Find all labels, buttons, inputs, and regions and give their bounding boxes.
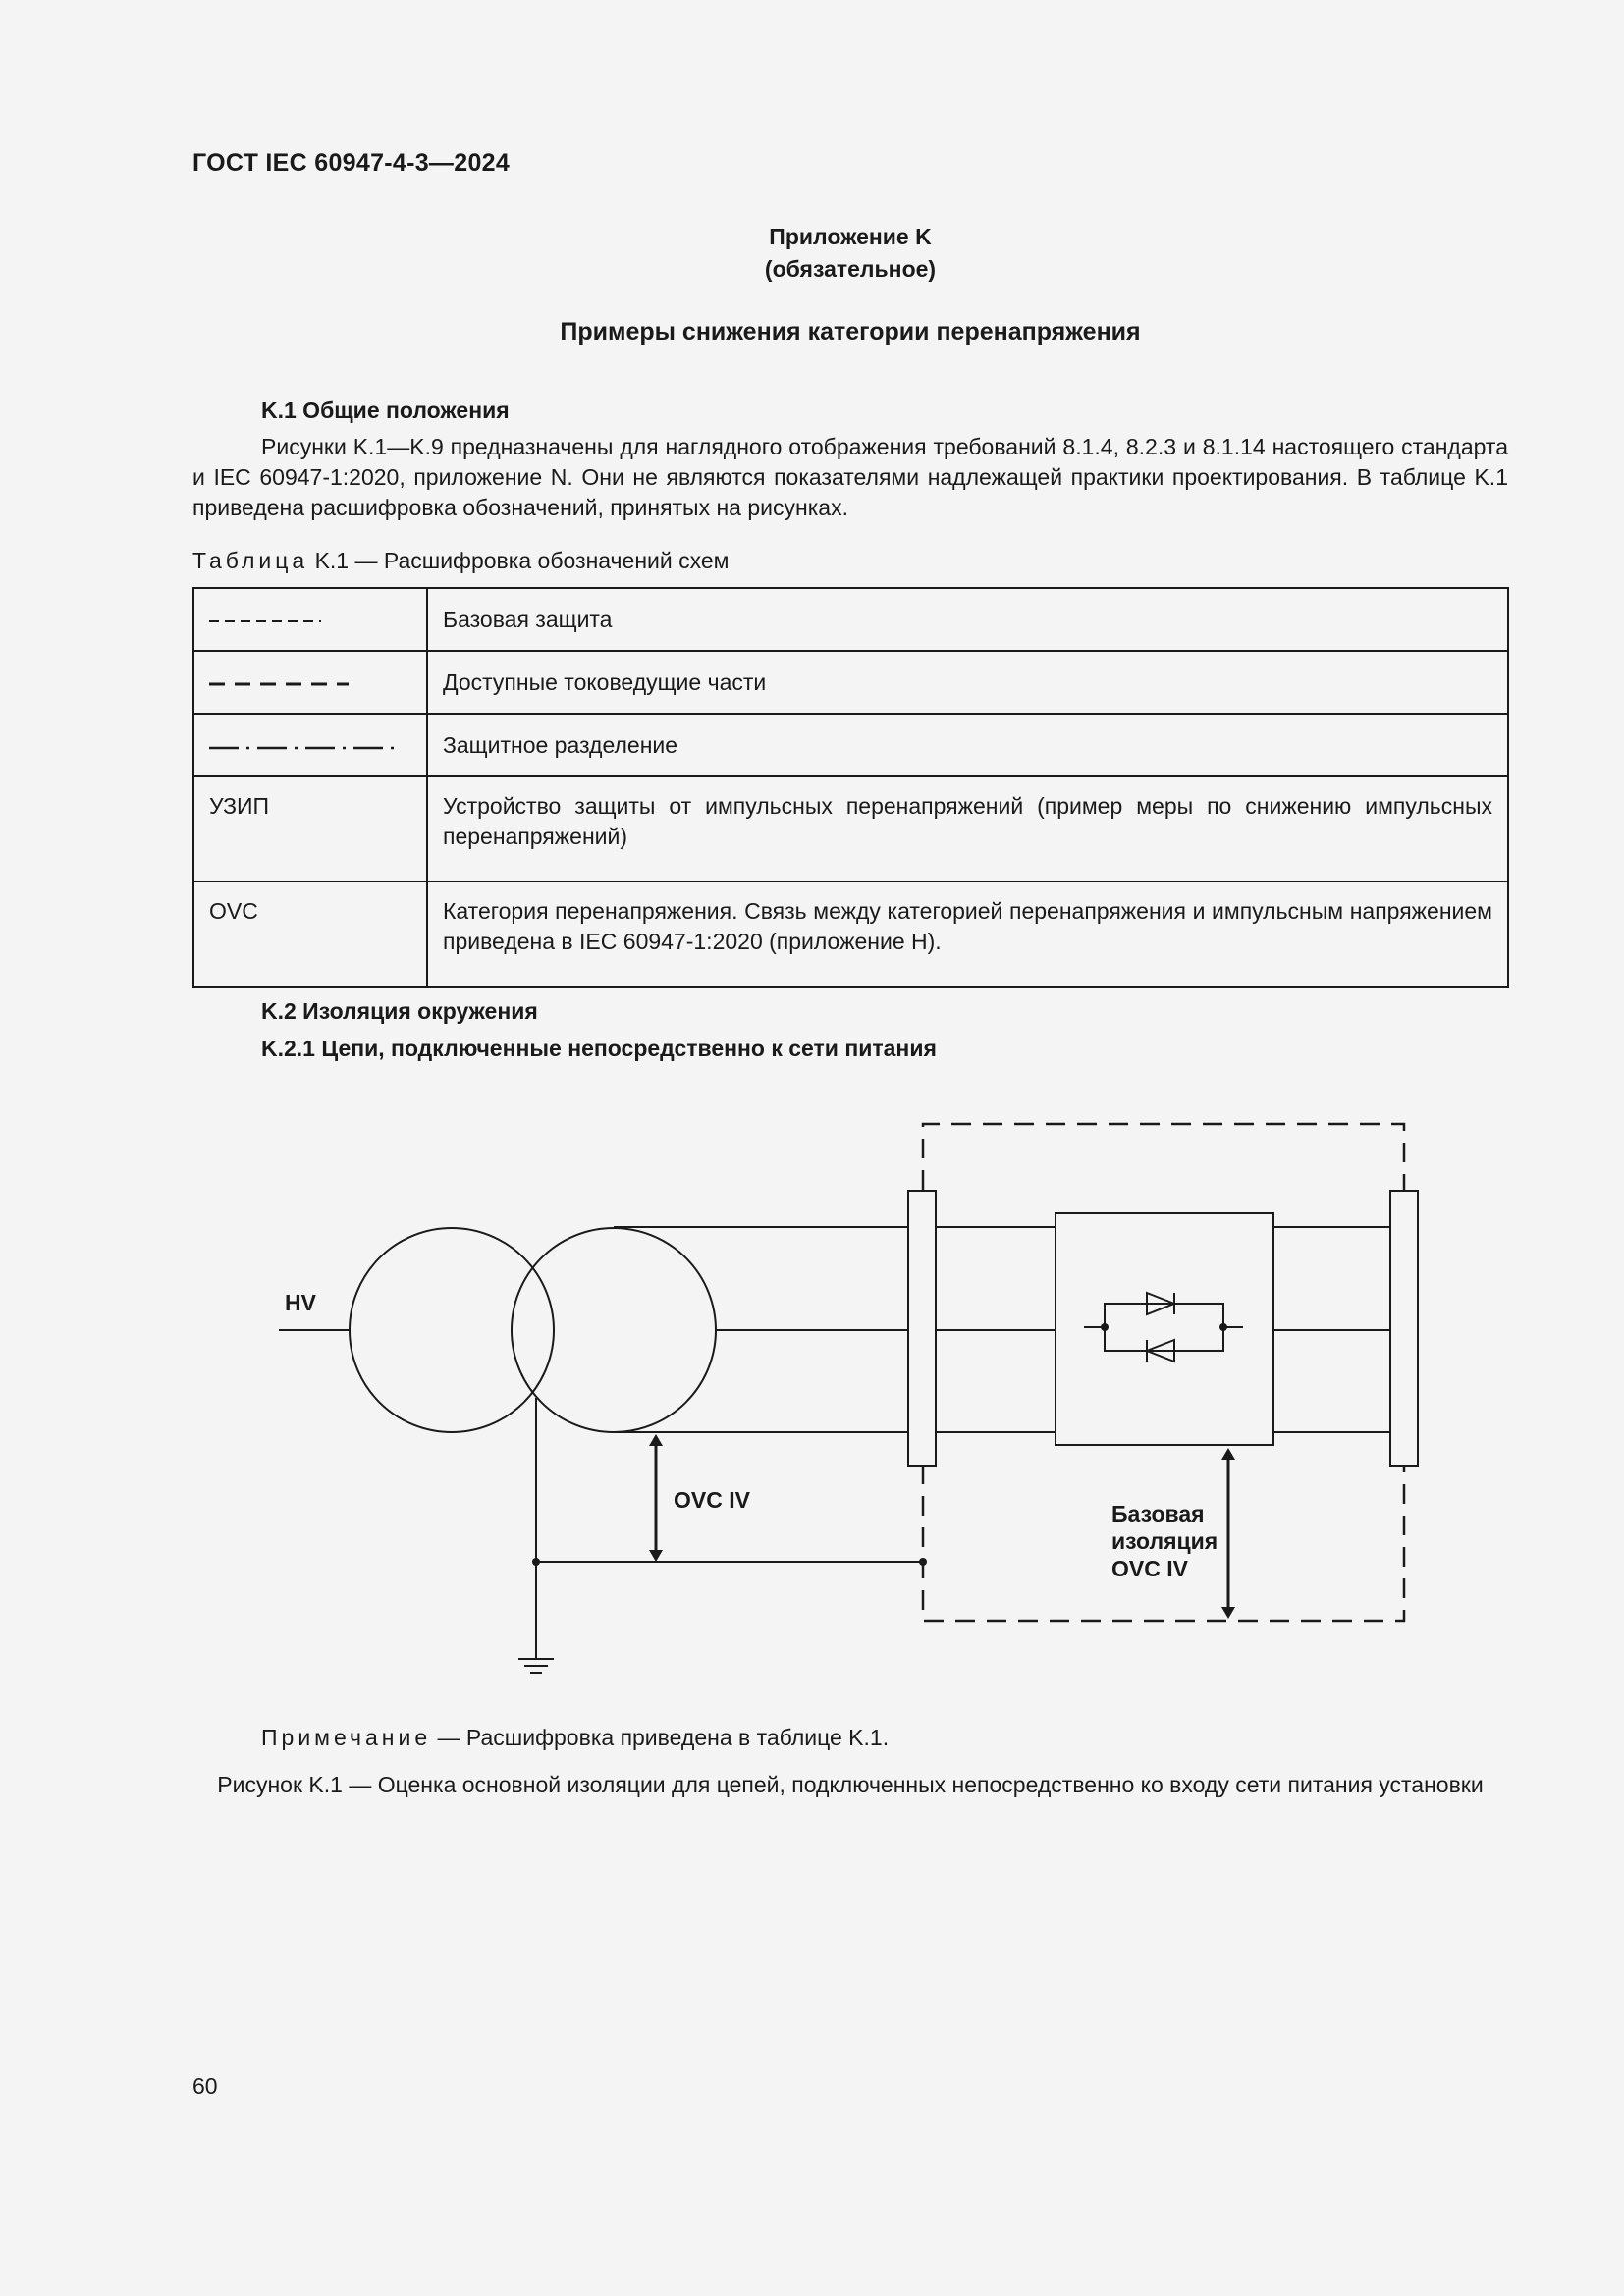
description-cell: Доступные токоведущие части xyxy=(427,651,1508,714)
note-word: Примечание xyxy=(261,1725,432,1750)
symbol-cell: УЗИП xyxy=(193,776,427,881)
basic-insulation-label-2: изоляция xyxy=(1111,1528,1218,1554)
hv-label: HV xyxy=(285,1290,316,1315)
section-heading-k2-1: K.2.1 Цепи, подключенные непосредственно к сети питания xyxy=(261,1036,937,1061)
annex-heading: Примеры снижения категории перенапряжения xyxy=(560,318,1141,346)
description-cell: Защитное разделение xyxy=(427,714,1508,776)
equipment-box xyxy=(1056,1213,1273,1445)
basic-insulation-label-1: Базовая xyxy=(1111,1501,1205,1526)
input-terminal-block xyxy=(908,1191,936,1466)
basic-insulation-label-3: OVC IV xyxy=(1111,1556,1188,1581)
figure-note xyxy=(261,1725,889,1751)
transformer-secondary-winding xyxy=(512,1228,716,1432)
table-caption-text: K.1 — Расшифровка обозначений схем xyxy=(308,548,730,573)
page-number: 60 xyxy=(192,2073,218,2099)
description-cell: Устройство защиты от импульсных перенапряжений (пример меры по снижению импульсных перенапряжений) xyxy=(427,776,1508,881)
annex-status: (обязательное) xyxy=(764,256,937,282)
section-heading-k1: K.1 Общие положения xyxy=(261,398,510,423)
section-k1-paragraph: Рисунки K.1—K.9 предназначены для наглядного отображения требований 8.1.4, 8.2.3 и 8.1.14 настоящего стандарта и IEC 60947-1:2020, приложение N. Они не являются показателями надлежащей практики проектирования. В таблице K.1 приведена расшифровка обозначений, принятых на рисунках. xyxy=(192,434,1508,520)
symbol-cell: OVC xyxy=(193,881,427,987)
table-caption-word: Таблица xyxy=(192,548,309,573)
annex-title: Приложение K xyxy=(769,224,932,249)
document-code: ГОСТ IEC 60947-4-3—2024 xyxy=(192,149,511,177)
description-cell: Категория перенапряжения. Связь между категорией перенапряжения и импульсным напряжением приведена в IEC 60947-1:2020 (приложение H). xyxy=(427,881,1508,987)
ovc-label: OVC IV xyxy=(674,1487,750,1513)
transformer-primary-winding xyxy=(350,1228,554,1432)
description-cell: Базовая защита xyxy=(427,588,1508,651)
output-terminal-block xyxy=(1390,1191,1418,1466)
figure-caption: Рисунок K.1 — Оценка основной изоляции для цепей, подключенных непосредственно ко входу сети питания установки xyxy=(217,1772,1484,1797)
section-heading-k2: K.2 Изоляция окружения xyxy=(261,998,538,1024)
note-text: — Расшифровка приведена в таблице K.1. xyxy=(431,1725,890,1750)
